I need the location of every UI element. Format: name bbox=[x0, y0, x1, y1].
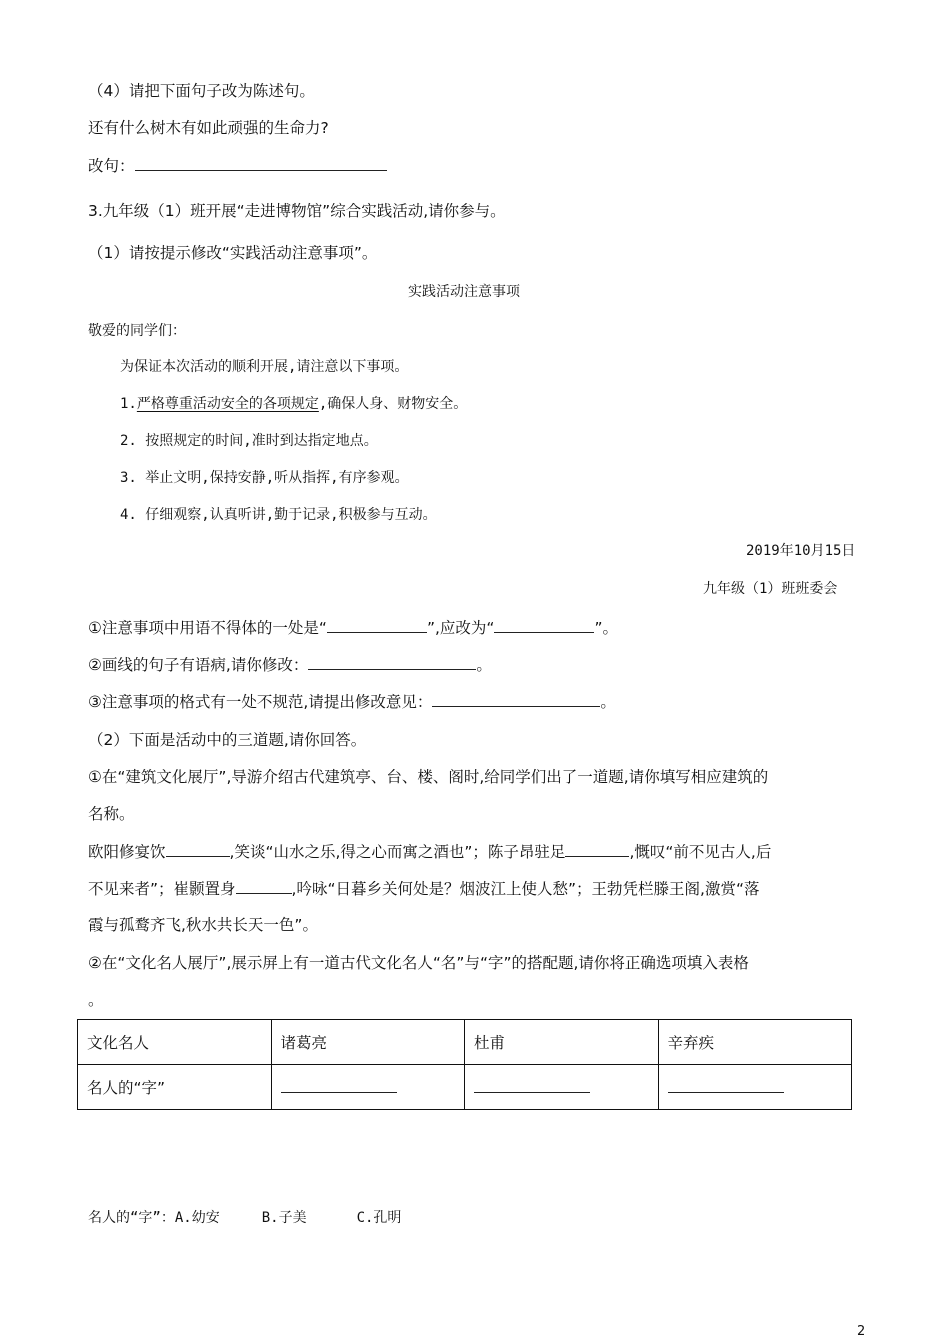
answer-blank-du-fu[interactable] bbox=[474, 1077, 590, 1093]
notice-greeting: 敬爱的同学们： bbox=[88, 323, 186, 339]
table-header-cell: 诸葛亮 bbox=[271, 1020, 465, 1065]
option-c: C.孔明 bbox=[356, 1210, 402, 1226]
notice-item-3: 3. 举止文明,保持安静,听从指挥,有序参观。 bbox=[120, 470, 409, 486]
notice-item-2: 2. 按照规定的时间,准时到达指定地点。 bbox=[120, 433, 378, 449]
notice-item-1-number: 1. bbox=[120, 396, 137, 412]
sub-question-1 bbox=[88, 617, 618, 639]
sub-question-2 bbox=[88, 654, 492, 676]
answer-blank-zhuge-liang[interactable] bbox=[281, 1077, 397, 1093]
options-line bbox=[88, 1207, 401, 1229]
fill-text-c: ,慨叹“前不见古人,后 bbox=[629, 843, 772, 861]
fill-line-3: 霞与孤鹜齐飞,秋水共长天一色”。 bbox=[88, 916, 318, 934]
answer-blank-xin-qiji[interactable] bbox=[668, 1077, 784, 1093]
notice-item-1-underlined: 严格尊重活动安全的各项规定 bbox=[136, 396, 319, 412]
notice-item-1 bbox=[120, 393, 467, 415]
notice-signature: 九年级（1）班班委会 bbox=[703, 581, 838, 597]
options-label: 名人的“字”： bbox=[88, 1210, 175, 1226]
fill-blank-pavilion[interactable] bbox=[166, 841, 230, 857]
fill-blank-tower[interactable] bbox=[236, 878, 292, 894]
notice-intro: 为保证本次活动的顺利开展,请注意以下事项。 bbox=[120, 359, 409, 375]
sub-question-3-end: 。 bbox=[600, 693, 616, 711]
page-number: 2 bbox=[857, 1324, 866, 1339]
q4-sentence: 还有什么树木有如此顽强的生命力? bbox=[88, 119, 329, 137]
table-row-label: 名人的“字” bbox=[78, 1065, 272, 1110]
name-style-table bbox=[77, 1019, 852, 1110]
part2-q2-line1: ②在“文化名人展厅”,展示屏上有一道古代文化名人“名”与“字”的搭配题,请你将正确选项填入表格 bbox=[88, 954, 749, 972]
sub-question-2-end: 。 bbox=[476, 656, 492, 674]
table-header-row bbox=[78, 1020, 852, 1065]
part2-q2-line2: 。 bbox=[88, 991, 104, 1009]
sub-question-1-blank-b[interactable] bbox=[494, 617, 594, 633]
fill-blank-terrace[interactable] bbox=[565, 841, 629, 857]
sub-question-3-text: ③注意事项的格式有一处不规范,请提出修改意见： bbox=[88, 693, 433, 711]
part2-title: （2）下面是活动中的三道题,请你回答。 bbox=[88, 731, 367, 749]
option-a: A.幼安 bbox=[174, 1210, 220, 1226]
option-b: B.子美 bbox=[261, 1210, 307, 1226]
q3-part1-title: （1）请按提示修改“实践活动注意事项”。 bbox=[88, 244, 378, 262]
sub-question-2-text: ②画线的句子有语病,请你修改： bbox=[88, 656, 309, 674]
fill-text-d: 不见来者”；崔颢置身 bbox=[88, 880, 236, 898]
table-header-cell: 辛弃疾 bbox=[658, 1020, 852, 1065]
notice-heading: 实践活动注意事项 bbox=[408, 284, 520, 300]
table-row bbox=[78, 1065, 852, 1110]
table-header-cell: 杜甫 bbox=[465, 1020, 659, 1065]
q4-answer-label: 改句： bbox=[88, 157, 135, 175]
sub-question-1-text-b: ”,应改为“ bbox=[426, 619, 495, 637]
fill-text-a: 欧阳修宴饮 bbox=[88, 843, 166, 861]
sub-question-1-text-a: ①注意事项中用语不得体的一处是“ bbox=[88, 619, 327, 637]
q4-title: （4）请把下面句子改为陈述句。 bbox=[88, 82, 315, 100]
sub-question-2-blank[interactable] bbox=[308, 654, 476, 670]
notice-item-4: 4. 仔细观察,认真听讲,勤于记录,积极参与互动。 bbox=[120, 507, 437, 523]
notice-date: 2019年10月15日 bbox=[746, 543, 856, 559]
part2-q1-line1: ①在“建筑文化展厅”,导游介绍古代建筑亭、台、楼、阁时,给同学们出了一道题,请你填写相应建筑的 bbox=[88, 768, 769, 786]
sub-question-3-blank[interactable] bbox=[432, 691, 600, 707]
fill-line-1 bbox=[88, 841, 771, 863]
part2-q1-line2: 名称。 bbox=[88, 805, 135, 823]
table-cell bbox=[465, 1065, 659, 1110]
q4-answer-line bbox=[88, 155, 387, 177]
sub-question-1-blank-a[interactable] bbox=[327, 617, 427, 633]
table-header-cell: 文化名人 bbox=[78, 1020, 272, 1065]
table-cell bbox=[658, 1065, 852, 1110]
notice-item-1-rest: ,确保人身、财物安全。 bbox=[318, 396, 468, 412]
fill-text-b: ,笑谈“山水之乐,得之心而寓之酒也”；陈子昂驻足 bbox=[229, 843, 566, 861]
fill-line-2 bbox=[88, 878, 759, 900]
fill-text-e: ,吟咏“日暮乡关何处是？烟波江上使人愁”；王勃凭栏滕王阁,激赏“落 bbox=[291, 880, 760, 898]
sub-question-3 bbox=[88, 691, 616, 713]
q3-title: 3.九年级（1）班开展“走进博物馆”综合实践活动,请你参与。 bbox=[88, 202, 506, 220]
sub-question-1-text-c: ”。 bbox=[594, 619, 618, 637]
table-cell bbox=[271, 1065, 465, 1110]
q4-answer-blank[interactable] bbox=[135, 155, 387, 171]
